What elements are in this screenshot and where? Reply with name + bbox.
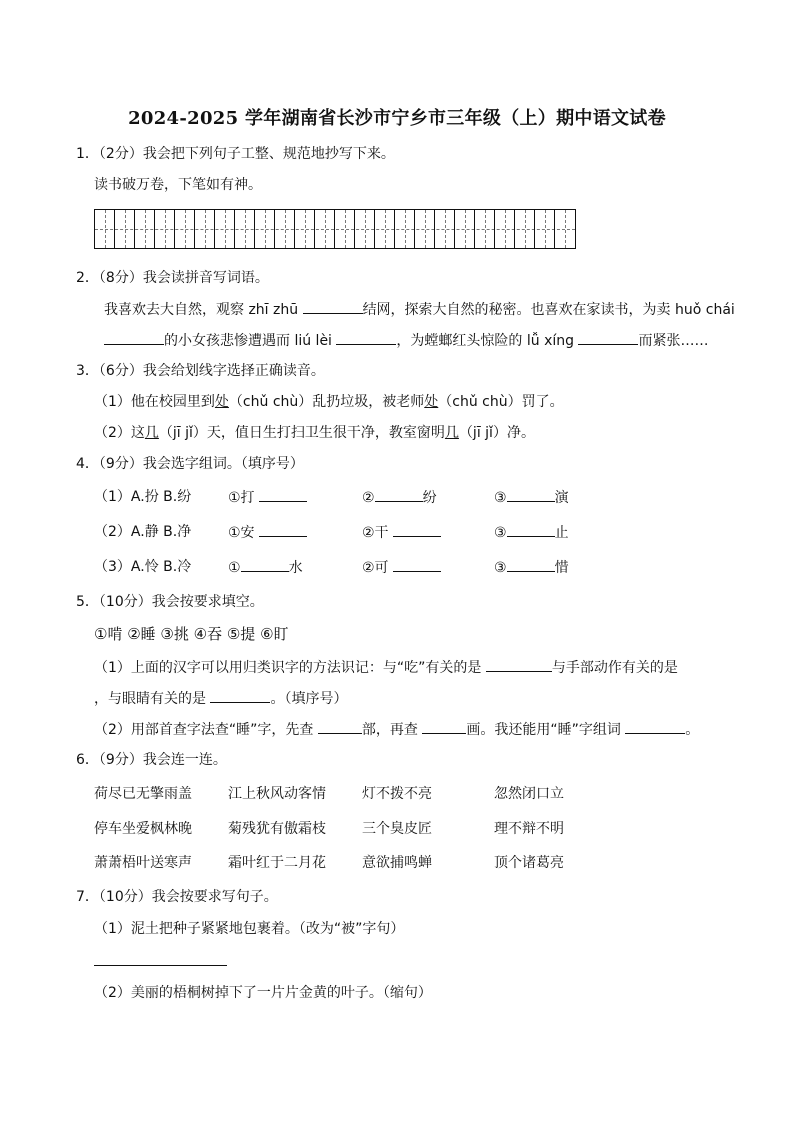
- answer-blank[interactable]: [507, 557, 555, 572]
- q4-item: ③ 止: [494, 522, 569, 543]
- q7-sentence-2: （2）美丽的梧桐树掉下了一片片金黄的叶子。（缩句）: [94, 985, 432, 1001]
- match-item[interactable]: 顶个诸葛亮: [494, 855, 564, 871]
- answer-blank[interactable]: [393, 557, 441, 572]
- q7-sentence-1: （1）泥土把种子紧紧地包裹着。（改为“被”字句）: [94, 921, 405, 937]
- answer-blank[interactable]: [507, 487, 555, 502]
- match-item[interactable]: 理不辩不明: [494, 821, 564, 837]
- q4-options-2: （2）A.静 B.净: [94, 524, 192, 540]
- q4-item: ②可: [362, 557, 441, 578]
- q2-line-2: [104, 330, 708, 351]
- match-item[interactable]: 三个臭皮匠: [362, 821, 432, 837]
- q3-text: （jī jǐ）天，值日生打扫卫生很干净，教室窗明: [158, 425, 445, 441]
- q5-part-2: （2）用部首查字法查“睡”字，先查 部，再查 画。我还能用“睡”字组词 。: [94, 719, 699, 740]
- answer-blank[interactable]: [625, 719, 685, 734]
- underlined-char: 处: [424, 394, 439, 410]
- q4-item: ①安: [228, 522, 307, 543]
- q2-text: 的小女孩悲惨遭遇而 liú lèi: [164, 333, 337, 349]
- match-item[interactable]: 忽然闭口立: [494, 786, 564, 802]
- answer-blank[interactable]: [393, 522, 441, 537]
- q5-part-1: （1）上面的汉字可以用归类识字的方法识记：与“吃”有关的是 与手部动作有关的是: [94, 657, 678, 678]
- q5-part-1-cont: ，与眼睛有关的是 。（填序号）: [94, 688, 347, 709]
- match-item[interactable]: 菊残犹有傲霜枝: [228, 821, 326, 837]
- q1-heading: 1．（2分）我会把下列句子工整、规范地抄写下来。: [76, 146, 395, 162]
- answer-blank[interactable]: [578, 330, 638, 345]
- match-item[interactable]: 霜叶红于二月花: [228, 855, 326, 871]
- match-item[interactable]: 停车坐爱枫林晚: [94, 821, 192, 837]
- q2-heading: 2．（8分）我会读拼音写词语。: [76, 270, 269, 286]
- q4-options-3: （3）A.怜 B.冷: [94, 559, 192, 575]
- q4-item: ① 水: [228, 557, 303, 578]
- q7-heading: 7．（10分）我会按要求写句子。: [76, 889, 278, 905]
- answer-blank[interactable]: [241, 557, 289, 572]
- answer-blank[interactable]: [336, 330, 396, 345]
- q5-characters: ①啃 ②睡 ③挑 ④吞 ⑤提 ⑥盯: [94, 625, 289, 643]
- underlined-char: 几: [144, 425, 159, 441]
- q2-line-1: [104, 299, 735, 320]
- exam-title: 2024-2025 学年湖南省长沙市宁乡市三年级（上）期中语文试卷: [128, 108, 666, 129]
- q3-text: （chǔ chù）罚了。: [438, 394, 564, 410]
- match-item[interactable]: 灯不拨不亮: [362, 786, 432, 802]
- answer-blank[interactable]: [210, 688, 270, 703]
- writing-grid[interactable]: [94, 209, 576, 249]
- q3-sentence-1: [94, 392, 564, 412]
- q1-sentence: 读书破万卷，下笔如有神。: [94, 177, 262, 193]
- q2-text: 结网，探索大自然的秘密。也喜欢在家读书，为卖 huǒ chái: [362, 302, 735, 318]
- q4-item: ①打: [228, 487, 307, 508]
- answer-blank[interactable]: [318, 719, 362, 734]
- answer-blank[interactable]: [303, 299, 363, 314]
- q3-text: （jī jǐ）净。: [458, 425, 535, 441]
- q4-item: ③ 惜: [494, 557, 569, 578]
- q4-item: ② 纷: [362, 487, 437, 508]
- match-item[interactable]: 意欲捕鸣蝉: [362, 855, 432, 871]
- answer-blank[interactable]: [422, 719, 466, 734]
- q3-text: （2）这: [94, 425, 145, 441]
- match-item[interactable]: 萧萧梧叶送寒声: [94, 855, 192, 871]
- answer-blank[interactable]: [375, 487, 423, 502]
- q3-heading: 3．（6分）我会给划线字选择正确读音。: [76, 363, 325, 379]
- match-item[interactable]: 江上秋风动客情: [228, 786, 326, 802]
- answer-blank[interactable]: [259, 522, 307, 537]
- q3-text: （1）他在校园里到: [94, 394, 215, 410]
- q4-item: ②干: [362, 522, 441, 543]
- answer-blank[interactable]: [507, 522, 555, 537]
- underlined-char: 几: [444, 425, 459, 441]
- answer-line[interactable]: [94, 965, 227, 966]
- q5-heading: 5．（10分）我会按要求填空。: [76, 594, 264, 610]
- answer-blank[interactable]: [259, 487, 307, 502]
- q4-options-1: （1）A.扮 B.纷: [94, 489, 192, 505]
- q4-heading: 4．（9分）我会选字组词。（填序号）: [76, 456, 304, 472]
- match-item[interactable]: 荷尽已无擎雨盖: [94, 786, 192, 802]
- q6-heading: 6．（9分）我会连一连。: [76, 752, 227, 768]
- q3-text: （chǔ chù）乱扔垃圾，被老师: [228, 394, 425, 410]
- answer-blank[interactable]: [486, 657, 552, 672]
- q2-text: 我喜欢去大自然，观察 zhī zhū: [104, 302, 303, 318]
- answer-blank[interactable]: [104, 330, 164, 345]
- q4-item: ③ 演: [494, 487, 569, 508]
- q3-sentence-2: [94, 423, 535, 443]
- q2-text: ，为螳螂红头惊险的 lǚ xíng: [396, 333, 579, 349]
- q2-text: 而紧张……: [638, 333, 709, 349]
- underlined-char: 处: [214, 394, 229, 410]
